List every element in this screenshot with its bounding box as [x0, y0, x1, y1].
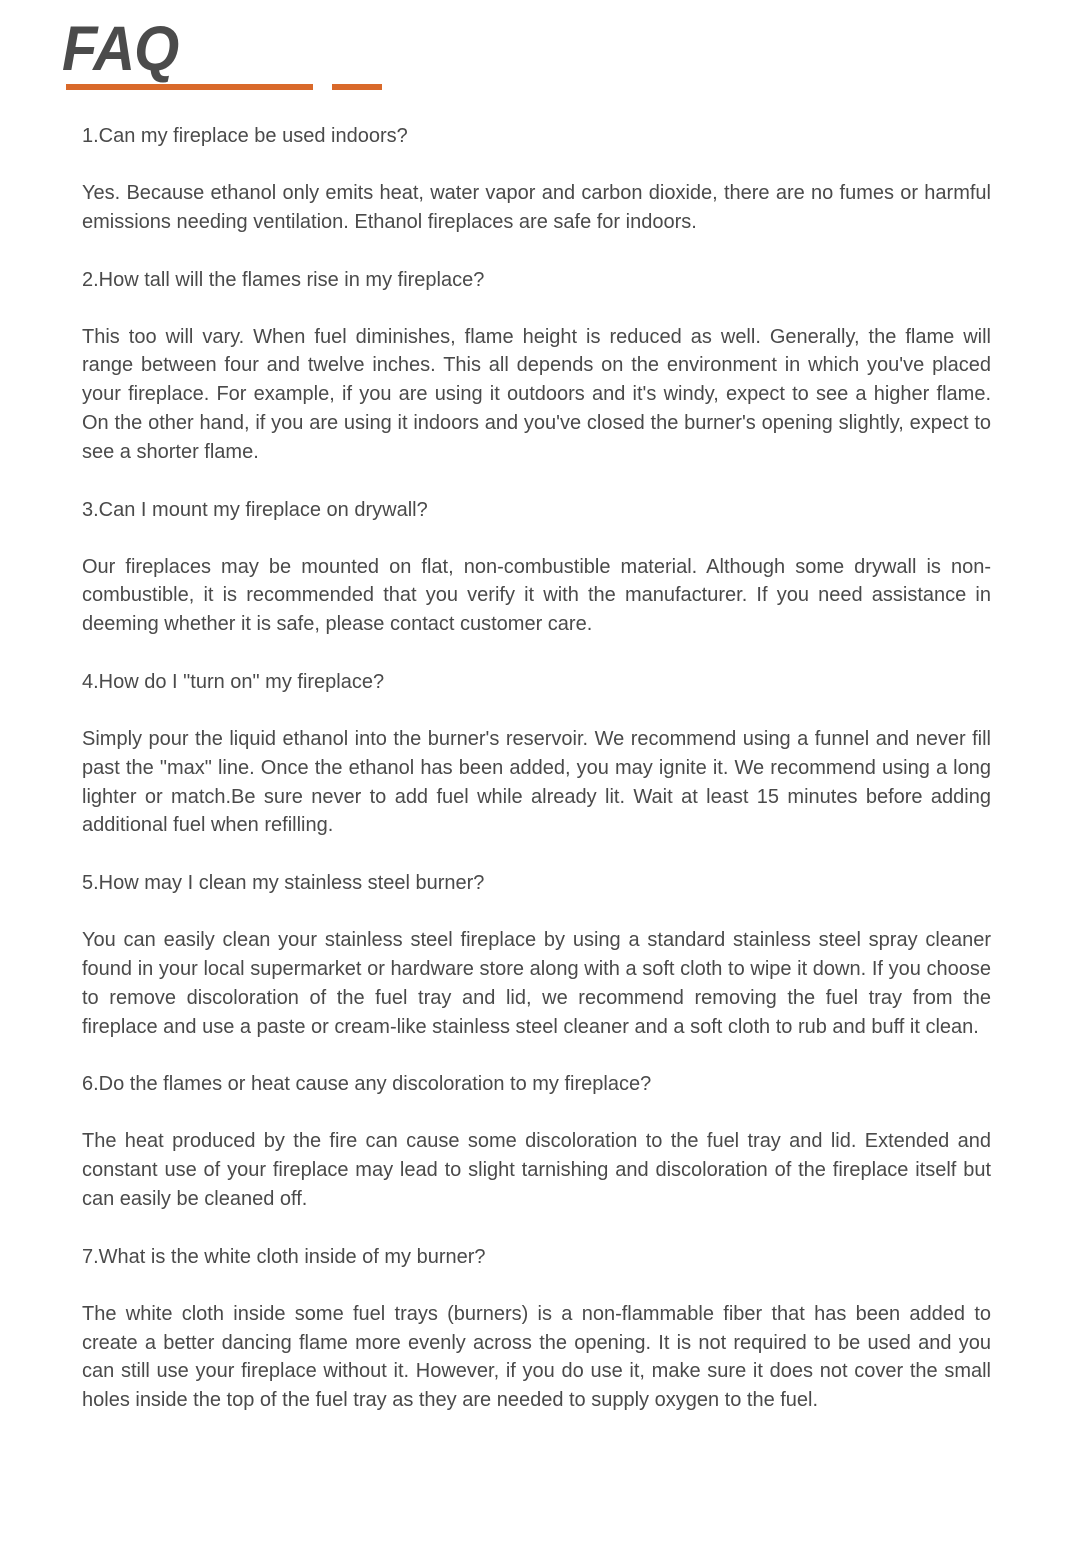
- faq-item-6: [82, 1069, 991, 1213]
- faq-item-1: [82, 121, 991, 237]
- faq-question: 1.Can my fireplace be used indoors?: [82, 125, 408, 147]
- faq-answer: The heat produced by the fire can cause some discoloration to the fuel tray and lid. Extended and constant use of your fireplace may lead to slight tarnishing and discoloration of the fireplace itself but can easily be cleaned off.: [82, 1130, 991, 1210]
- faq-item-5: [82, 868, 991, 1041]
- faq-answer: This too will vary. When fuel diminishes, flame height is reduced as well. Generally, the flame will range between four and twelve inches. This all depends on the environment in which you've placed your fireplace. For example, if you are using it outdoors and it's windy, expect to see a higher flame. On the other hand, if you are using it indoors and you've closed the burner's opening slightly, expect to see a shorter flame.: [82, 325, 991, 463]
- faq-answer: Yes. Because ethanol only emits heat, water vapor and carbon dioxide, there are no fumes or harmful emissions needing ventilation. Ethanol fireplaces are safe for indoors.: [82, 182, 991, 233]
- faq-item-3: [82, 495, 991, 639]
- faq-item-7: [82, 1242, 991, 1415]
- faq-answer: You can easily clean your stainless steel fireplace by using a standard stainless steel spray cleaner found in your local supermarket or hardware store along with a soft cloth to wipe it down. If you choose to remove discoloration of the fuel tray and lid, we recommend removing the fuel tray from the fireplace and use a paste or cream-like stainless steel cleaner and a soft cloth to rub and buff it clean.: [82, 929, 991, 1038]
- faq-list: [82, 121, 991, 1443]
- title-underline-short: [332, 84, 382, 90]
- faq-question: 3.Can I mount my fireplace on drywall?: [82, 498, 428, 521]
- faq-item-4: [82, 667, 991, 840]
- faq-answer: The white cloth inside some fuel trays (burners) is a non-flammable fiber that has been added to create a better dancing flame more evenly across the opening. It is not required to be used and you can still use your fireplace without it. However, if you do use it, make sure it does not cover the small holes inside the top of the fuel tray as they are needed to supply oxygen to the fuel.: [82, 1302, 991, 1412]
- faq-answer: Simply pour the liquid ethanol into the burner's reservoir. We recommend using a funnel and never fill past the "max" line. Once the ethanol has been added, you may ignite it. We recommend using a long lighter or match.Be sure never to add fuel while already lit. Wait at least 15 minutes before adding additional fuel when refilling.: [82, 727, 991, 837]
- faq-question: 6.Do the flames or heat cause any discoloration to my fireplace?: [82, 1073, 652, 1096]
- faq-question: 5.How may I clean my stainless steel burner?: [82, 872, 485, 895]
- faq-question: 2.How tall will the flames rise in my fireplace?: [82, 268, 485, 291]
- faq-item-2: [82, 265, 991, 467]
- faq-question: 7.What is the white cloth inside of my burner?: [82, 1245, 486, 1268]
- page-title: FAQ: [62, 14, 179, 85]
- faq-question: 4.How do I "turn on" my fireplace?: [82, 670, 385, 693]
- title-underline-long: [66, 84, 313, 90]
- faq-answer: Our fireplaces may be mounted on flat, non-combustible material. Although some drywall is non-combustible, it is recommended that you verify it with the manufacturer. If you need assistance in deeming whether it is safe, please contact customer care.: [82, 555, 991, 636]
